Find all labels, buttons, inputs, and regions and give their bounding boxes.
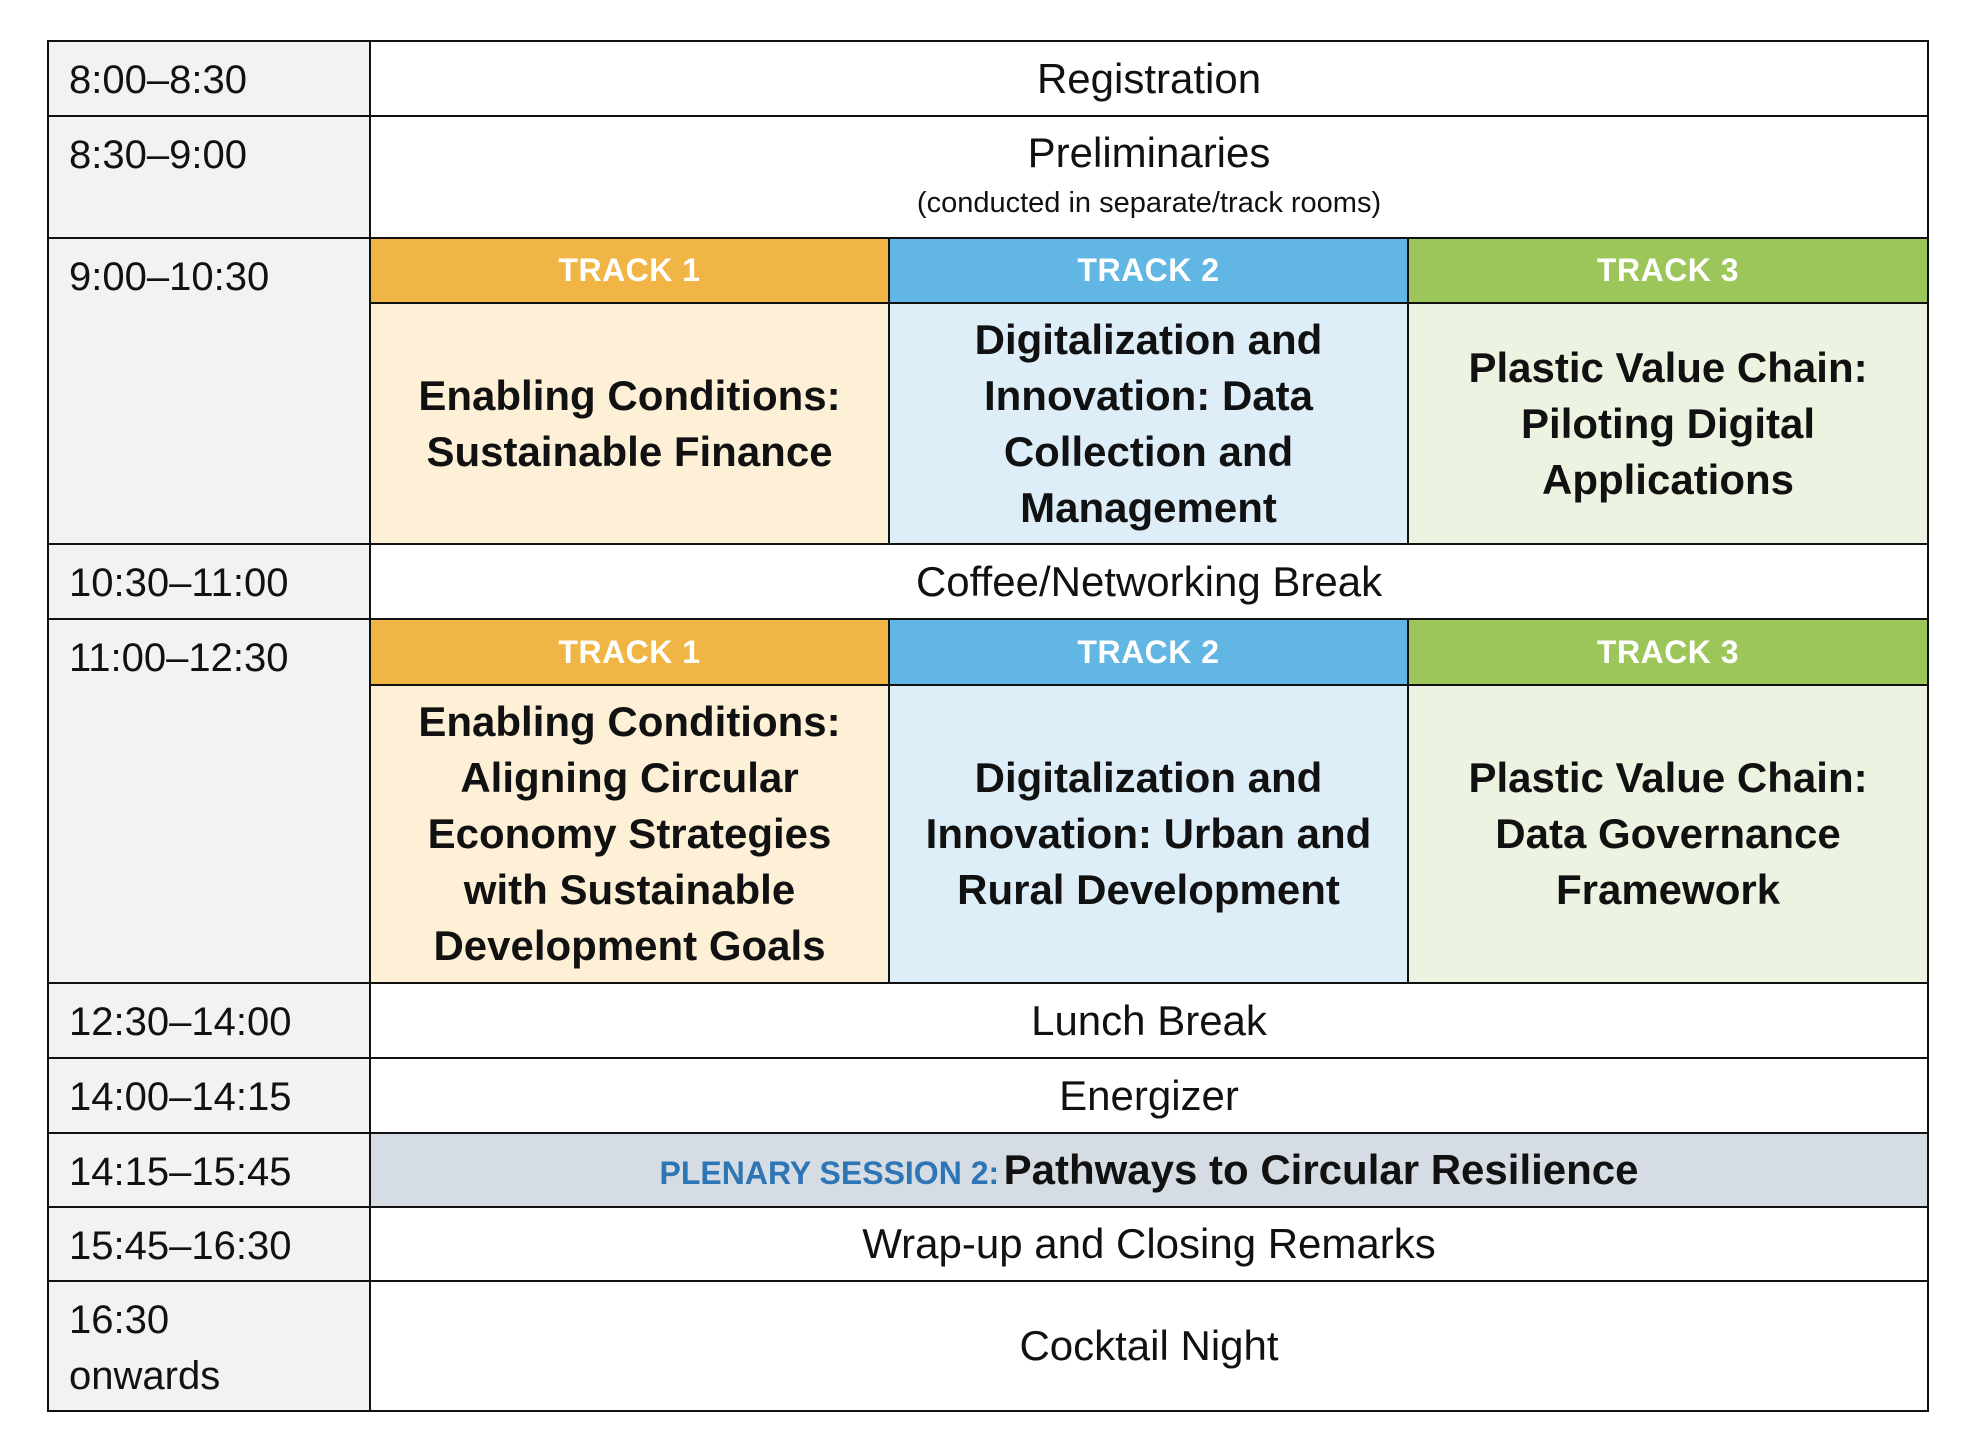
track-3-title: Plastic Value Chain: Data Governance Framework: [1408, 685, 1928, 983]
time-cell: 12:30–14:00: [48, 983, 370, 1058]
track-2-header: TRACK 2: [889, 238, 1408, 303]
track-3-header: TRACK 3: [1408, 619, 1928, 685]
time-cell: 15:45–16:30: [48, 1207, 370, 1281]
agenda-table: [47, 40, 1929, 1412]
track-2-title: Digitalization and Innovation: Urban and Rural Development: [889, 685, 1408, 983]
track-1-header: TRACK 1: [370, 619, 889, 685]
track-3-header: TRACK 3: [1408, 238, 1928, 303]
time-cell: 14:15–15:45: [48, 1133, 370, 1207]
agenda-row-session2-header: [48, 619, 1928, 685]
agenda-row-coffee: [48, 544, 1928, 619]
track-1-title: Enabling Conditions: Aligning Circular Economy Strategies with Sustainable Development Goals: [370, 685, 889, 983]
agenda-row-session1-header: [48, 238, 1928, 303]
track-1-title: Enabling Conditions: Sustainable Finance: [370, 303, 889, 544]
agenda-row-preliminaries: [48, 116, 1928, 238]
agenda-row-energizer: [48, 1058, 1928, 1133]
track-1-header: TRACK 1: [370, 238, 889, 303]
plenary-cell: [370, 1133, 1928, 1207]
time-cell: 8:30–9:00: [48, 116, 370, 238]
session-title: Coffee/Networking Break: [370, 544, 1928, 619]
time-cell: 11:00–12:30: [48, 619, 370, 983]
track-3-title: Plastic Value Chain: Piloting Digital Applications: [1408, 303, 1928, 544]
time-cell: 8:00–8:30: [48, 41, 370, 116]
agenda-row-wrapup: [48, 1207, 1928, 1281]
agenda-row-registration: [48, 41, 1928, 116]
time-cell: 9:00–10:30: [48, 238, 370, 544]
time-cell: 14:00–14:15: [48, 1058, 370, 1133]
plenary-title: Pathways to Circular Resilience: [1003, 1146, 1639, 1193]
agenda-row-lunch: [48, 983, 1928, 1058]
session-title: Lunch Break: [370, 983, 1928, 1058]
agenda-row-cocktail: [48, 1281, 1928, 1411]
session-title: Preliminaries: [1027, 129, 1271, 176]
session-note: (conducted in separate/track rooms): [916, 187, 1382, 219]
track-2-title: Digitalization and Innovation: Data Collection and Management: [889, 303, 1408, 544]
session-title: Cocktail Night: [370, 1281, 1928, 1411]
plenary-label: PLENARY SESSION 2:: [659, 1155, 1000, 1191]
agenda-row-plenary: [48, 1133, 1928, 1207]
track-2-header: TRACK 2: [889, 619, 1408, 685]
session-title: Registration: [370, 41, 1928, 116]
session-cell: [370, 116, 1928, 238]
session-title: Energizer: [370, 1058, 1928, 1133]
time-cell: 16:30 onwards: [48, 1281, 370, 1411]
time-cell: 10:30–11:00: [48, 544, 370, 619]
session-title: Wrap-up and Closing Remarks: [370, 1207, 1928, 1281]
